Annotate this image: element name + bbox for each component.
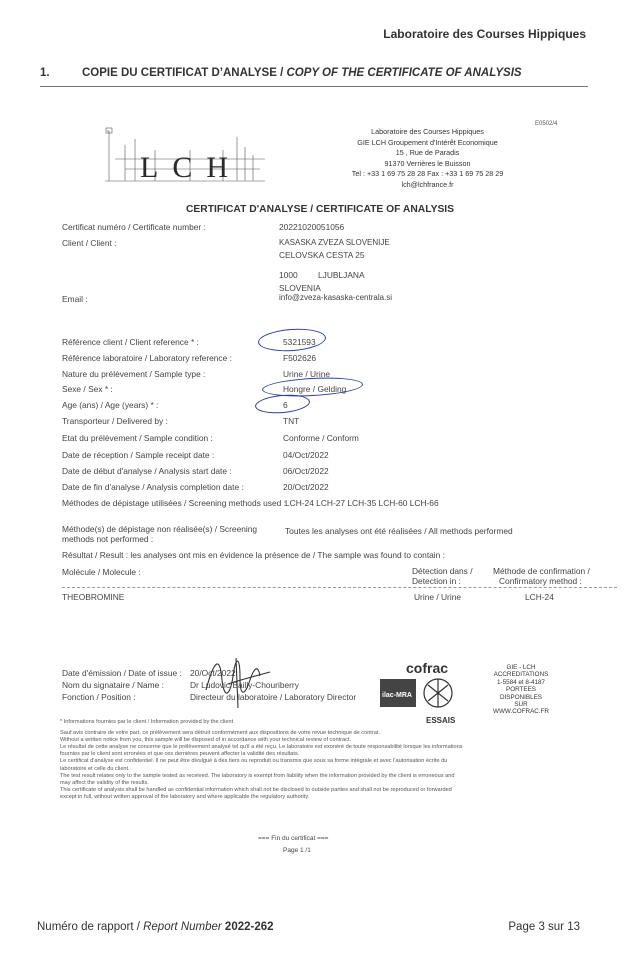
issue-date-label: Date d'émission / Date of issue : [62, 668, 182, 678]
confirm-header: Méthode de confirmation / [493, 566, 590, 576]
accreditation-text [474, 664, 568, 716]
handwritten-signature [200, 650, 275, 710]
lab-line: Tel : +33 1 69 75 28 28 Fax : +33 1 69 75 28 29 [351, 169, 504, 178]
issue-date-value: 20/Oct/2022 [190, 668, 236, 678]
end-label: Date de fin d'analyse / Analysis completion date : [62, 482, 244, 492]
lab-line: lch@lchfrance.fr [401, 179, 454, 189]
client-ref-value: 5321593 [283, 337, 316, 347]
detection-header: Détection dans / [412, 566, 473, 576]
certificate-end-mark: === Fin du certificat === [258, 835, 329, 842]
certificate-title: CERTIFICAT D'ANALYSE / CERTIFICATE OF ANALYSIS [185, 204, 455, 215]
molecule-table-rule [62, 587, 617, 588]
section-title-en: COPY OF THE CERTIFICATE OF ANALYSIS [286, 67, 522, 79]
certificate-notes [60, 719, 600, 801]
form-reference-code: E0502/4 [535, 121, 558, 127]
accreditation-line: DISPONIBLES [500, 693, 542, 701]
note-line: The test result relates only to the sample tested as received. The laboratory is exempt from liability when the information provided by the client is erroneous and [60, 772, 455, 779]
condition-label: Etat du prélèvement / Sample condition : [62, 433, 213, 443]
age-annotation-circle [254, 393, 310, 416]
note-line: except in full, without written approval of the laboratory and where applicable the regulatory authority. [60, 793, 310, 800]
note-line: may affect the validity of the results. [60, 779, 149, 786]
delivered-value: TNT [283, 416, 300, 426]
molecule-value: THEOBROMINE [62, 592, 125, 602]
methods-label: Méthodes de dépistage utilisées / Screening methods used : [62, 498, 286, 508]
accreditation-line: PORTEES [506, 686, 536, 694]
end-value: 20/Oct/2022 [283, 482, 329, 492]
section-title [40, 67, 522, 79]
age-label: Age (ans) / Age (years) * : [62, 400, 159, 410]
confirm-header-2: Confirmatory method : [499, 576, 582, 586]
not-performed-label-2: methods not performed : [62, 534, 154, 544]
lab-address-block [320, 127, 535, 190]
confirm-method-value: LCH-24 [525, 592, 554, 602]
report-number-value: 2022-262 [224, 921, 274, 933]
cert-number-label: Certificat numéro / Certificate number : [62, 222, 206, 232]
report-number-label-fr: Numéro de rapport / [37, 921, 144, 933]
signatory-value: Dr Ludovic Bailly-Chouriberry [190, 680, 299, 690]
sample-type-label: Nature du prélèvement / Sample type : [62, 369, 206, 379]
detection-header-2: Detection in : [412, 576, 461, 586]
client-label: Client / Client : [62, 238, 117, 248]
cofrac-logo [380, 657, 477, 727]
lch-logo-text: LCH [140, 151, 242, 184]
position-value: Directeur du laboratoire / Laboratory Director [190, 692, 357, 702]
accreditation-url: WWW.COFRAC.FR [493, 708, 549, 716]
detection-value: Urine / Urine [414, 592, 462, 602]
note-line: Le résultat de cette analyse ne concerne que le prélèvement analysé tel qu'il a été reçu. Le laboratoire est exonéré de toute responsabilité lorsque les informations [60, 744, 463, 751]
lab-line: Laboratoire des Courses Hippiques [371, 127, 484, 136]
report-header-lab-name: Laboratoire des Courses Hippiques [383, 27, 586, 41]
client-address: CELOVSKA CESTA 25 [279, 250, 365, 260]
sex-label: Sexe / Sex * : [62, 384, 113, 394]
section-title-fr: COPIE DU CERTIFICAT D’ANALYSE / [82, 67, 287, 79]
client-postcode: 1000 [279, 270, 298, 280]
accreditation-line: ACCREDITATIONS [493, 671, 549, 679]
ilac-mra-mark: ilac-MRA [382, 692, 412, 699]
lab-ref-label: Référence laboratoire / Laboratory reference : [62, 353, 232, 363]
result-line: Résultat / Result : les analyses ont mis en évidence la présence de / The sample was found to contain : [62, 550, 445, 560]
sex-value: Hongre / Gelding [283, 384, 347, 394]
client-ref-label: Référence client / Client reference * : [62, 337, 199, 347]
molecule-header: Molécule / Molecule : [62, 567, 141, 577]
accreditation-line: 1-5584 et 8-4187 [497, 678, 545, 686]
note-line: fournies par le client sont erronées et que ces dernières peuvent affecter la validité des résultats. [60, 751, 300, 758]
cert-number-value: 20221020051056 [279, 222, 345, 232]
accreditation-line: GIE - LCH [506, 664, 536, 671]
note-line: This certificate of analysis shall be handled as confidential information which shall not be disclosed to outside parties and shall not be reproduced or forwarded [60, 786, 452, 793]
report-number [37, 921, 274, 933]
signatory-label: Nom du signataire / Name : [62, 680, 164, 690]
client-name: KASASKA ZVEZA SLOVENIJE [279, 238, 390, 247]
not-performed-value: Toutes les analyses ont été réalisées / All methods performed [285, 526, 513, 536]
email-value: info@zveza-kasaska-centrala.si [279, 293, 393, 302]
essais-mark: ESSAIS [426, 716, 456, 725]
report-page-number: Page 3 sur 13 [508, 921, 580, 933]
sample-type-value: Urine / Urine [283, 369, 331, 379]
delivered-label: Transporteur / Delivered by : [62, 416, 168, 426]
lch-logo [95, 125, 275, 187]
note-line: * Informations fournies par le client / Information provided by the client [60, 719, 234, 725]
client-ref-annotation-circle [257, 327, 326, 354]
email-label: Email : [62, 294, 88, 304]
age-value: 6 [283, 400, 288, 410]
note-line: Sauf avis contraire de votre part, ce prélèvement sera détruit conformément aux dispositions de votre revue technique de contrat. [60, 730, 380, 737]
lab-ref-value: F502626 [283, 353, 317, 363]
accreditation-line: SUR [514, 701, 528, 709]
receipt-label: Date de réception / Sample receipt date : [62, 450, 215, 460]
certificate-page-number: Page 1 /1 [283, 847, 311, 854]
cofrac-wordmark: cofrac [406, 660, 449, 676]
lab-line: GIE LCH Groupement d'Intérêt Economique [357, 137, 498, 147]
note-line: Without a written notice from you, this sample will be disposed of in accordance with your technical review of contract. [60, 737, 352, 744]
note-line: laboratoire et celle du client. [60, 765, 130, 772]
position-label: Fonction / Position : [62, 692, 136, 702]
note-line: Le certificat d'analyse est confidentiel. Il ne peut être divulgué à des tiers ou reproduit ou transmis que sous sa forme intégrale et avec l'autorisation écrite du [60, 758, 448, 765]
not-performed-label: Méthode(s) de dépistage non réalisée(s) / Screening [62, 524, 258, 534]
start-value: 06/Oct/2022 [283, 466, 329, 476]
section-divider [40, 86, 588, 87]
client-city: LJUBLJANA [318, 270, 365, 280]
lab-line: 91370 Verrières le Buisson [384, 158, 471, 168]
condition-value: Conforme / Conform [283, 433, 359, 443]
section-number: 1. [40, 67, 50, 79]
lab-line: 15 , Rue de Paradis [395, 148, 460, 157]
receipt-value: 04/Oct/2022 [283, 450, 329, 460]
methods-value: LCH-24 LCH-27 LCH-35 LCH-60 LCH-66 [285, 498, 439, 508]
start-label: Date de début d'analyse / Analysis start date : [62, 466, 232, 476]
report-number-label-en: Report Number [143, 921, 225, 933]
client-country: SLOVENIA [279, 283, 321, 293]
